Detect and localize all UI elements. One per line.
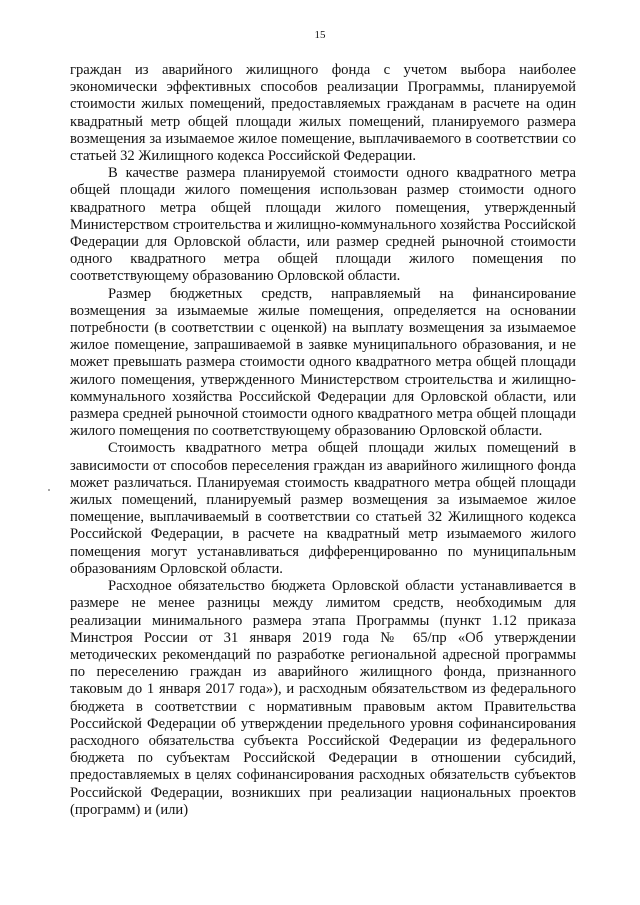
- page-number: 15: [314, 29, 326, 41]
- paragraph-expenditure-obligation: Расходное обязательство бюджета Орловской области устанавливается в размере не менее разницы между лимитом средств, необходимым для реализации минимального размера этапа Программы (пункт 1.12 приказа Минстроя России от 31 января 2019 года № 65/пр «Об утверждении методических рекомендаций по разработке региональной адресной программы по переселению граждан из аварийного жилищного фонда, признанного таковым до 1 января 2017 года»), и расходным обязательством из федерального бюджета в соответствии с нормативным правовым актом Правительства Российской Федерации об утверждении предельного уровня софинансирования расходного обязательства субъекта Российской Федерации из федерального бюджета по субъектам Российской Федерации в отношении субсидий, предоставляемых в целях софинансирования расходных обязательств субъектов Российской Федерации, возникших при реализации национальных проектов (программ) и (или): [70, 578, 576, 818]
- paragraph-cost-differentiation: Стоимость квадратного метра общей площади жилых помещений в зависимости от способов переселения граждан из аварийного жилищного фонда может различаться. Планируемая стоимость квадратного метра общей площади жилых помещений, планируемый размер возмещения за изымаемое жилое помещение, выплачиваемый в соответствии со статьей 32 Жилищного кодекса Российской Федерации, в расчете на квадратный метр изымаемого жилого помещения могут устанавливаться дифференцированно по муниципальным образованиям Орловской области.: [70, 440, 576, 577]
- document-body: [70, 62, 576, 819]
- paragraph-cost-basis: В качестве размера планируемой стоимости одного квадратного метра общей площади жилого помещения использован размер стоимости одного квадратного метра общей площади жилого помещения, утвержденный Министерством строительства и жилищно-коммунального хозяйства Российской Федерации для Орловской области, или размер средней рыночной стоимости одного квадратного метра общей площади жилого помещения по соответствующему образованию Орловской области.: [70, 165, 576, 285]
- margin-dot: [48, 489, 50, 491]
- paragraph-continuation: граждан из аварийного жилищного фонда с учетом выбора наиболее экономически эффективных способов реализации Программы, планируемой стоимости жилых помещений, предоставляемых гражданам в расчете на один квадратный метр общей площади жилых помещений, планируемого размера возмещения за изымаемое жилое помещение, выплачиваемого в соответствии со статьей 32 Жилищного кодекса Российской Федерации.: [70, 62, 576, 165]
- paragraph-budget-funds: Размер бюджетных средств, направляемый на финансирование возмещения за изымаемые жилые помещения, определяется на основании потребности (в соответствии с оценкой) на выплату возмещения за изымаемое жилое помещение, запрашиваемой в заявке муниципального образования, и не может превышать размера стоимости одного квадратного метра общей площади жилого помещения, утвержденного Министерством строительства и жилищно-коммунального хозяйства Российской Федерации для Орловской области, или размера средней рыночной стоимости одного квадратного метра общей площади жилого помещения по соответствующему образованию Орловской области.: [70, 285, 576, 440]
